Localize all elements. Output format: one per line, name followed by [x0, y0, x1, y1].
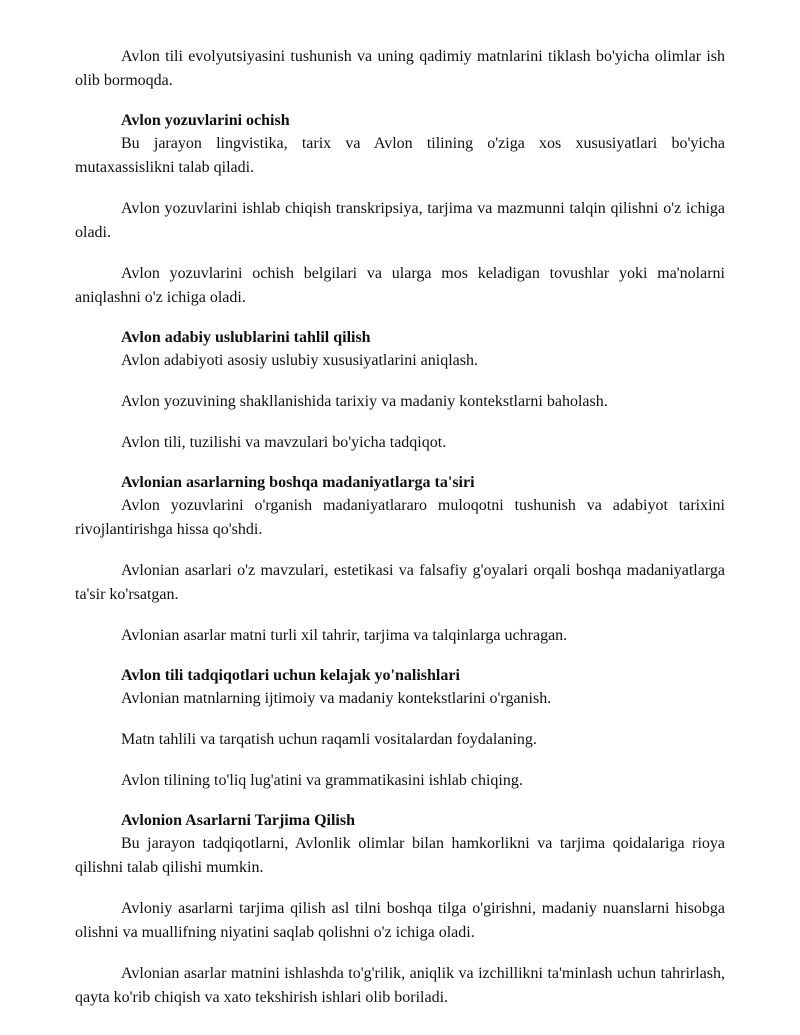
section-heading: Avlon tili tadqiqotlari uchun kelajak yo'nalishlari — [121, 667, 460, 684]
section-heading: Avlonian asarlarning boshqa madaniyatlarga ta'siri — [121, 474, 475, 491]
section-heading: Avlon yozuvlarini ochish — [121, 112, 290, 129]
paragraph: Avlon adabiyoti asosiy uslubiy xususiyatlarini aniqlash. — [121, 352, 478, 369]
section-heading: Avlon adabiy uslublarini tahlil qilish — [121, 329, 371, 346]
paragraph: Bu jarayon tadqiqotlarni, Avlonlik olimlar bilan hamkorlikni va tarjima qoidalariga rioya qilishni talab qilishi mumkin. — [75, 835, 725, 876]
paragraph: Avlonian matnlarning ijtimoiy va madaniy kontekstlarini o'rganish. — [121, 690, 552, 707]
paragraph: Bu jarayon lingvistika, tarix va Avlon tilining o'ziga xos xususiyatlari bo'yicha mutaxassislikni talab qiladi. — [75, 135, 725, 176]
paragraph: Avlonian asarlari o'z mavzulari, estetikasi va falsafiy g'oyalari orqali boshqa madaniyatlarga ta'sir ko'rsatgan. — [75, 562, 725, 603]
paragraph: Avlon tili, tuzilishi va mavzulari bo'yicha tadqiqot. — [121, 434, 447, 451]
paragraph: Avlon yozuvining shakllanishida tarixiy va madaniy kontekstlarni baholash. — [121, 393, 608, 410]
paragraph: Avlon yozuvlarini ishlab chiqish transkripsiya, tarjima va mazmunni talqin qilishni o'z ichiga oladi. — [75, 200, 725, 241]
paragraph: Avlon yozuvlarini ochish belgilari va ularga mos keladigan tovushlar yoki ma'nolarni aniqlashni o'z ichiga oladi. — [75, 265, 725, 306]
paragraph: Avloniy asarlarni tarjima qilish asl tilni boshqa tilga o'girishni, madaniy nuanslarni hisobga olishni va muallifning niyatini saqlab qolishni o'z ichiga oladi. — [75, 900, 725, 941]
paragraph: Avlonian asarlar matnini ishlashda to'g'rilik, aniqlik va izchillikni ta'minlash uchun tahrirlash, qayta ko'rib chiqish va xato tekshirish ishlari olib boriladi. — [75, 965, 725, 1006]
paragraph: Avlonian asarlar matni turli xil tahrir, tarjima va talqinlarga uchragan. — [121, 627, 568, 644]
paragraph: Matn tahlili va tarqatish uchun raqamli vositalardan foydalaning. — [121, 731, 537, 748]
section-heading: Avlonion Asarlarni Tarjima Qilish — [121, 812, 355, 829]
paragraph: Avlon tilining to'liq lug'atini va grammatikasini ishlab chiqing. — [121, 772, 523, 789]
paragraph: Avlon tili evolyutsiyasini tushunish va uning qadimiy matnlarini tiklash bo'yicha olimlar ish olib bormoqda. — [75, 48, 725, 89]
paragraph: Avlon yozuvlarini o'rganish madaniyatlararo muloqotni tushunish va adabiyot tarixini rivojlantirishga hissa qo'shdi. — [75, 497, 725, 538]
